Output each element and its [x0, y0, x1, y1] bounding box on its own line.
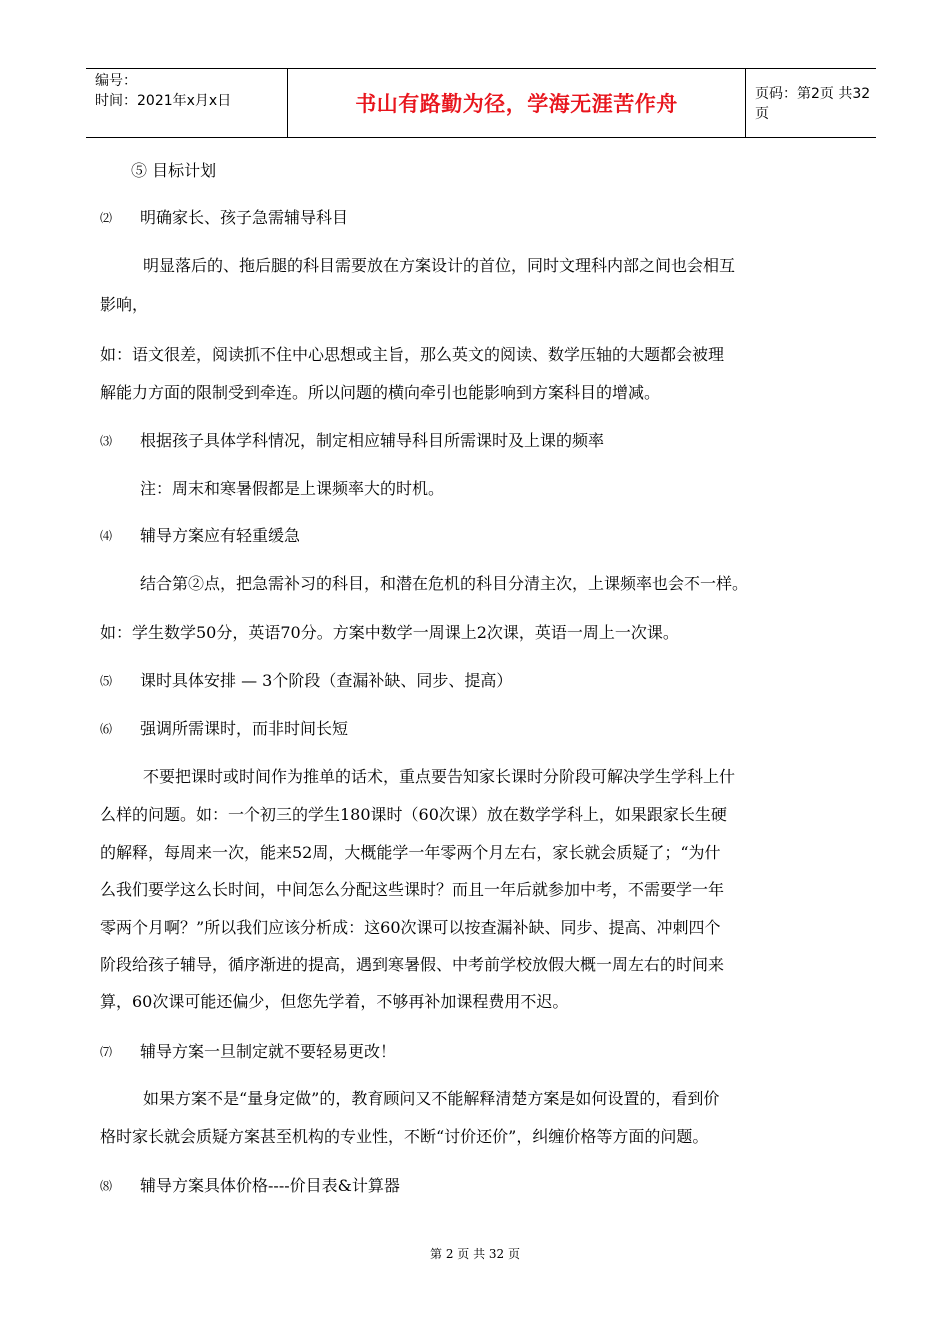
header-meta [86, 69, 287, 137]
item-number: ⑷ [100, 529, 113, 543]
text-line: 辅导方案应有轻重缓急 [140, 526, 301, 545]
header-motto: 书山有路勤为径，学海无涯苦作舟 [287, 69, 746, 137]
text-line: 如：学生数学50分，英语70分。方案中数学一周课上2次课，英语一周上一次课。 [100, 623, 679, 642]
text-line: 解能力方面的限制受到牵连。所以问题的横向牵引也能影响到方案科目的增减。 [100, 383, 661, 402]
text-line: 如果方案不是“量身定做”的，教育顾问又不能解释清楚方案是如何设置的，看到价 [143, 1089, 720, 1108]
page-number-label: 页码：第2页 共32页 [755, 86, 871, 122]
text-line: 注：周末和寒暑假都是上课频率大的时机。 [140, 479, 445, 498]
text-line: 辅导方案具体价格----价目表&计算器 [140, 1176, 400, 1195]
code-label: 编号： [95, 73, 137, 89]
item-number: ⑹ [100, 722, 113, 736]
text-line: 强调所需课时，而非时间长短 [140, 719, 349, 738]
item-number: ⑸ [100, 674, 113, 688]
text-line: 如：语文很差，阅读抓不住中心思想或主旨，那么英文的阅读、数学压轴的大题都会被理 [100, 345, 725, 364]
text-line: 么样的问题。如：一个初三的学生180课时（60次课）放在数学学科上，如果跟家长生硬 [100, 805, 727, 824]
text-line: 的解释，每周来一次，能来52周，大概能学一年零两个月左右，家长就会质疑了；“为什 [100, 843, 721, 862]
text-line: 影响， [100, 295, 149, 314]
text-line: 阶段给孩子辅导，循序渐进的提高，遇到寒暑假、中考前学校放假大概一周左右的时间来 [100, 955, 725, 974]
item-number: ⑵ [100, 211, 113, 225]
time-label: 时间：2021年x月x日 [95, 93, 232, 109]
page-footer: 第 2 页 共 32 页 [430, 1247, 520, 1261]
text-line: 不要把课时或时间作为推单的话术，重点要告知家长课时分阶段可解决学生学科上什 [143, 767, 736, 786]
item-number: ⑻ [100, 1179, 113, 1193]
text-line: 么我们要学这么长时间，中间怎么分配这些课时？而且一年后就参加中考，不需要学一年 [100, 880, 725, 899]
text-line: 格时家长就会质疑方案甚至机构的专业性，不断“讨价还价”，纠缠价格等方面的问题。 [100, 1127, 709, 1146]
item-number: ⑶ [100, 434, 113, 448]
text-line: ⑤ 目标计划 [131, 161, 217, 180]
text-line: 算，60次课可能还偏少，但您先学着，不够再补加课程费用不迟。 [100, 992, 569, 1011]
text-line: 明显落后的、拖后腿的科目需要放在方案设计的首位，同时文理科内部之间也会相互 [143, 256, 736, 275]
text-line: 零两个月啊？”所以我们应该分析成：这60次课可以按查漏补缺、同步、提高、冲刺四个 [100, 918, 721, 937]
item-number: ⑺ [100, 1045, 113, 1059]
text-line: 课时具体安排 — 3个阶段（查漏补缺、同步、提高） [140, 671, 513, 690]
text-line: 结合第②点，把急需补习的科目，和潜在危机的科目分清主次，上课频率也会不一样。 [140, 574, 749, 593]
page-header [86, 68, 876, 138]
text-line: 明确家长、孩子急需辅导科目 [140, 208, 349, 227]
text-line: 根据孩子具体学科情况，制定相应辅导科目所需课时及上课的频率 [140, 431, 605, 450]
text-line: 辅导方案一旦制定就不要轻易更改！ [140, 1042, 397, 1061]
